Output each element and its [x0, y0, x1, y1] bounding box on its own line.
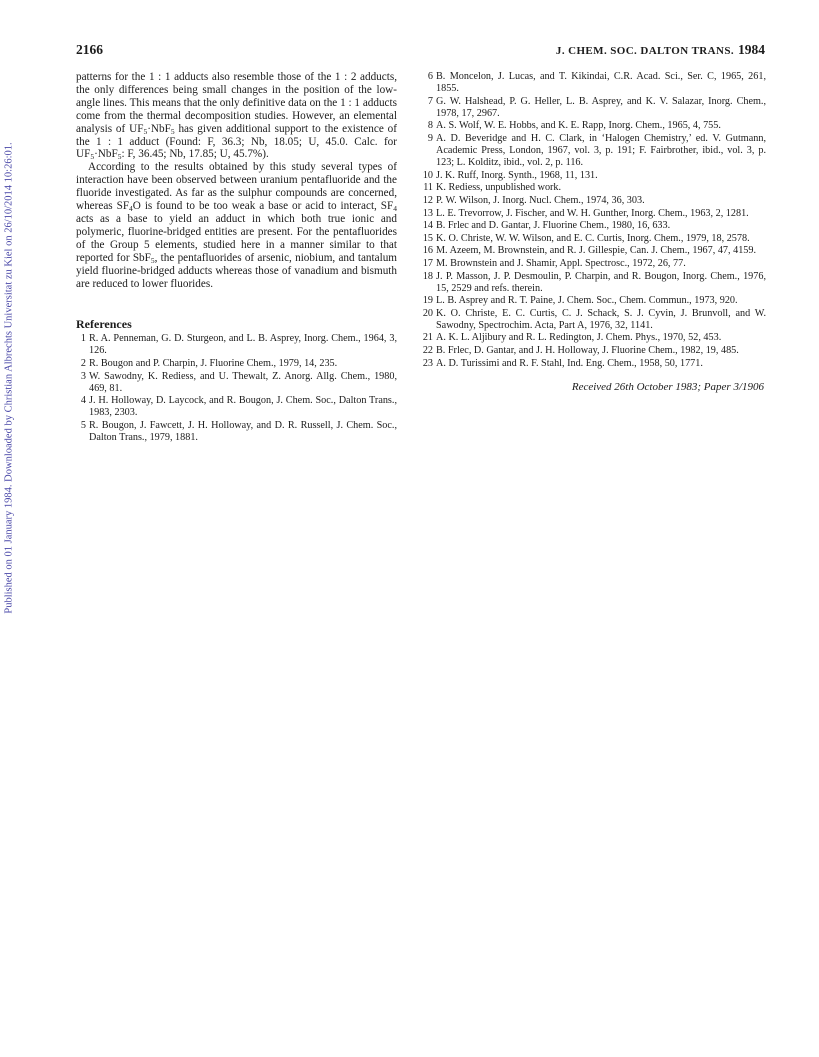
reference-number: 16	[422, 245, 433, 257]
download-watermark-text: Published on 01 January 1984. Downloaded by Christian Albrechts Universitat zu Kiel on 26/10/2014 10:26:01.	[3, 142, 15, 614]
reference-item	[422, 182, 766, 194]
reference-number: 6	[427, 71, 433, 82]
reference-text: A. K. L. Aljibury and R. L. Redington, J. Chem. Phys., 1970, 52, 453.	[436, 332, 722, 344]
reference-item	[422, 195, 766, 207]
reference-text: R. Bougon, J. Fawcett, J. H. Holloway, and D. R. Russell, J. Chem. Soc., Dalton Trans., 1979, 1881.	[89, 419, 397, 444]
reference-text: A. S. Wolf, W. E. Hobbs, and K. E. Rapp, Inorg. Chem., 1965, 4, 755.	[436, 120, 721, 132]
reference-item	[422, 358, 766, 370]
reference-number: 1	[80, 333, 86, 345]
reference-item	[76, 333, 397, 357]
body-paragraph-1: patterns for the 1 : 1 adducts also resemble those of the 1 : 2 adducts, the only differences being small changes in the position of the low-angle lines. This means that the only definitive data on the 1 : 1 adducts come from the thermal decomposition studies. However, an elemental analysis of $UF_5\cdot NbF_5$ has given additional support to the existence of the 1 : 1 adduct (Found: F, 36.3; Nb, 18.05; U, 45.0. Calc. for $UF_5\cdot NbF_5$: F, 36.45; Nb, 17.85; U, 45.7%).	[76, 71, 397, 162]
reference-text: B. Moncelon, J. Lucas, and T. Kikindai, C.R. Acad. Sci., Ser. C, 1965, 261, 1855.	[436, 71, 766, 95]
references-list-left	[76, 333, 397, 444]
reference-text: K. O. Christe, W. W. Wilson, and E. C. Curtis, Inorg. Chem., 1979, 18, 2578.	[436, 232, 750, 244]
reference-number: 11	[423, 182, 433, 194]
reference-number: 19	[422, 295, 433, 307]
reference-text: G. W. Halshead, P. G. Heller, L. B. Asprey, and K. V. Salazar, Inorg. Chem., 1978, 17, 2967.	[436, 95, 766, 119]
reference-item	[422, 133, 766, 169]
reference-number: 14	[422, 220, 433, 232]
reference-item	[76, 358, 397, 370]
journal-title: J. CHEM. SOC. DALTON TRANS.	[555, 45, 734, 57]
reference-number: 2	[80, 358, 86, 369]
reference-item	[76, 395, 397, 419]
reference-number: 20	[422, 307, 433, 319]
reference-item	[422, 220, 766, 232]
reference-text: J. P. Masson, J. P. Desmoulin, P. Charpin, and R. Bougon, Inorg. Chem., 1976, 15, 2529 and refs. therein.	[436, 270, 766, 294]
reference-item	[422, 233, 766, 245]
reference-item	[76, 420, 397, 444]
reference-text: L. B. Asprey and R. T. Paine, J. Chem. Soc., Chem. Commun., 1973, 920.	[436, 295, 738, 307]
reference-number: 15	[422, 232, 433, 244]
reference-number: 8	[427, 120, 433, 132]
running-head	[556, 42, 765, 58]
reference-item	[422, 208, 766, 220]
page-number: 2166	[76, 42, 103, 57]
reference-item	[422, 258, 766, 270]
references-heading: References	[76, 317, 132, 332]
left-column	[76, 71, 397, 445]
reference-number: 12	[422, 194, 433, 206]
journal-year: 1984	[738, 42, 765, 57]
reference-text: B. Frlec and D. Gantar, J. Fluorine Chem., 1980, 16, 633.	[436, 220, 671, 232]
reference-text: A. D. Beveridge and H. C. Clark, in ‘Halogen Chemistry,’ ed. V. Gutmann, Academic Press, London, 1967, vol. 3, p. 191; F. Fairbrother, ibid., vol. 3, p. 123; L. Kolditz, ibid., vol. 2, p. 116.	[436, 132, 766, 169]
reference-number: 7	[427, 95, 433, 107]
reference-item	[422, 295, 766, 307]
received-line: Received 26th October 1983; Paper 3/1906	[571, 380, 764, 393]
body-paragraph-2: According to the results obtained by this study several types of interaction have been observed between uranium pentafluoride and the fluoride investigated. As far as the sulphur compounds are concerned, whereas $SF_4O$ is found to be too weak a base or acid to interact, $SF_4$ acts as a base to yield an adduct in which both true ionic and polymeric, fluorine-bridged entities are present. For the pentafluorides of the Group 5 elements, studied here in a manner similar to that reported for SbF$_5$, the pentafluorides of arsenic, niobium, and tantalum yield fluorine-bridged adducts whereas those of vanadium and bismuth are reduced to lower fluorides.	[76, 161, 397, 290]
reference-item	[76, 371, 397, 395]
reference-number: 13	[422, 207, 433, 219]
reference-number: 9	[427, 132, 433, 144]
reference-text: J. K. Ruff, Inorg. Synth., 1968, 11, 131.	[436, 169, 598, 181]
reference-text: R. Bougon and P. Charpin, J. Fluorine Chem., 1979, 14, 235.	[89, 358, 338, 369]
reference-item	[422, 96, 766, 120]
reference-item	[422, 245, 766, 257]
reference-text: R. A. Penneman, G. D. Sturgeon, and L. B. Asprey, Inorg. Chem., 1964, 3, 126.	[89, 333, 397, 357]
reference-text: K. O. Christe, E. C. Curtis, C. J. Schack, S. J. Cyvin, J. Brunvoll, and W. Sawodny, Spectrochim. Acta, Part A, 1976, 32, 1141.	[436, 307, 766, 331]
reference-number: 5	[80, 419, 86, 431]
reference-text: B. Frlec, D. Gantar, and J. H. Holloway, J. Fluorine Chem., 1982, 19, 485.	[436, 345, 739, 357]
reference-number: 10	[422, 169, 433, 181]
reference-item	[422, 332, 766, 344]
reference-item	[422, 308, 766, 332]
references-list-right	[422, 71, 766, 370]
download-watermark	[2, 98, 16, 658]
reference-text: L. E. Trevorrow, J. Fischer, and W. H. Gunther, Inorg. Chem., 1963, 2, 1281.	[436, 207, 749, 219]
reference-item	[422, 170, 766, 182]
reference-text: M. Azeem, M. Brownstein, and R. J. Gillespie, Can. J. Chem., 1967, 47, 4159.	[436, 245, 757, 257]
reference-text: K. Rediess, unpublished work.	[436, 182, 562, 194]
reference-number: 18	[422, 270, 433, 282]
reference-text: J. H. Holloway, D. Laycock, and R. Bougon, J. Chem. Soc., Dalton Trans., 1983, 2303.	[89, 395, 397, 419]
reference-text: A. D. Turissimi and R. F. Stahl, Ind. Eng. Chem., 1958, 50, 1771.	[436, 357, 703, 369]
reference-item	[422, 71, 766, 95]
reference-number: 17	[422, 257, 433, 269]
reference-text: P. W. Wilson, J. Inorg. Nucl. Chem., 1974, 36, 303.	[436, 194, 645, 206]
right-column	[422, 71, 766, 393]
reference-number: 23	[422, 357, 433, 369]
reference-item	[422, 271, 766, 295]
reference-number: 21	[422, 332, 433, 344]
reference-number: 4	[80, 395, 86, 407]
reference-item	[422, 120, 766, 132]
reference-text: W. Sawodny, K. Rediess, and U. Thewalt, Z. Anorg. Allg. Chem., 1980, 469, 81.	[89, 370, 397, 394]
reference-number: 3	[80, 370, 86, 382]
reference-number: 22	[422, 345, 433, 357]
reference-text: M. Brownstein and J. Shamir, Appl. Spectrosc., 1972, 26, 77.	[436, 257, 686, 269]
reference-item	[422, 345, 766, 357]
